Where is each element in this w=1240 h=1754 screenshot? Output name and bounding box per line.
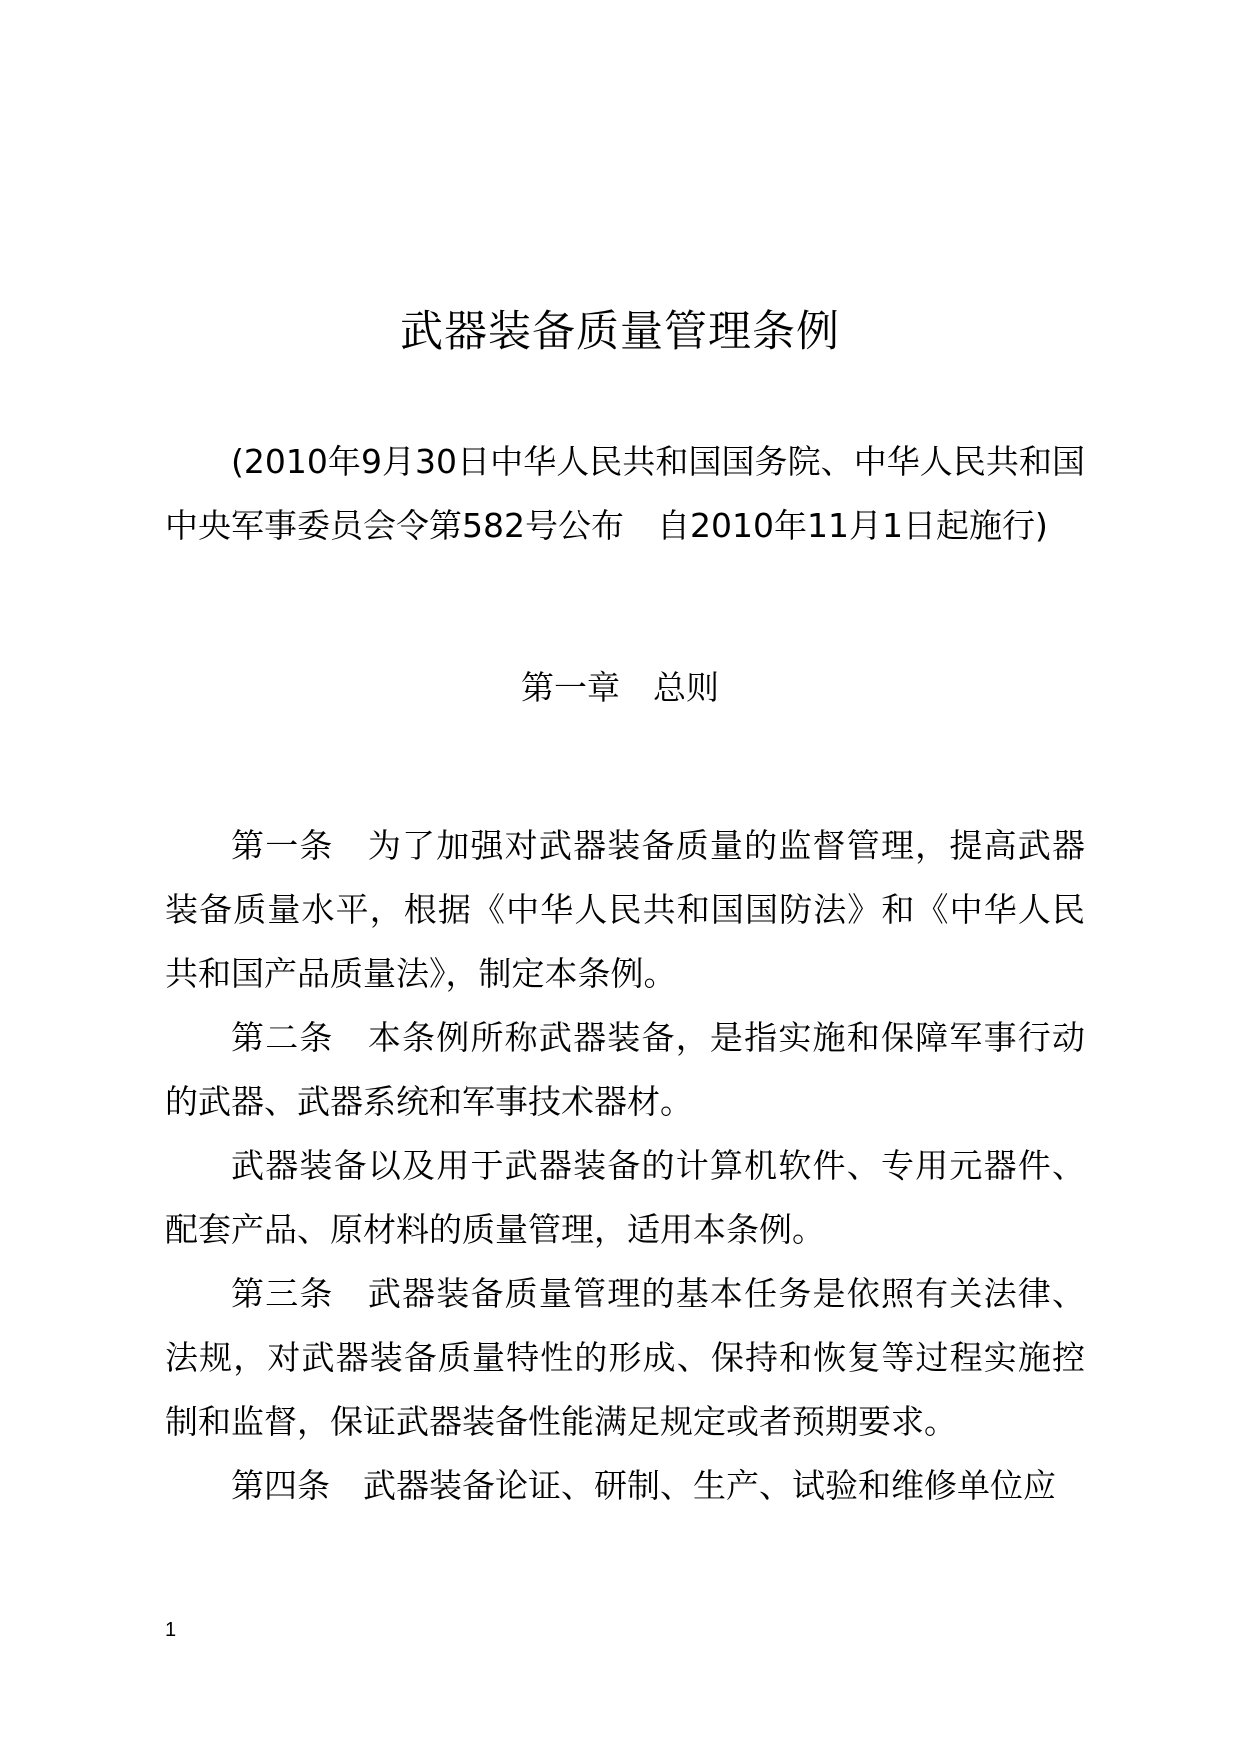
document-body [165, 814, 1085, 1518]
article-paragraph [165, 1134, 1085, 1262]
article-text: 武器装备质量管理的基本任务是依照有关法律、法规，对武器装备质量特性的形成、保持和恢复等过程实施控制和监督，保证武器装备性能满足规定或者预期要求。 [165, 1274, 1086, 1441]
article-label: 第四条 [231, 1466, 363, 1505]
article-label: 第二条 [231, 1018, 368, 1057]
article-text: 武器装备论证、研制、生产、试验和维修单位应 [363, 1466, 1056, 1505]
article-text: 为了加强对武器装备质量的监督管理，提高武器装备质量水平，根据《中华人民共和国国防法》和《中华人民共和国产品质量法》，制定本条例。 [165, 826, 1086, 993]
article-paragraph [165, 1006, 1085, 1134]
article-text: 武器装备以及用于武器装备的计算机软件、专用元器件、配套产品、原材料的质量管理，适用本条例。 [165, 1146, 1085, 1249]
promulgation-note: (2010年9月30日中华人民共和国国务院、中华人民共和国中央军事委员会令第582号公布 自2010年11月1日起施行) [165, 442, 1085, 545]
article-paragraph [165, 1262, 1085, 1454]
page-number: 1 [165, 1619, 177, 1641]
chapter-heading: 第一章 总则 [521, 668, 719, 707]
article-paragraph [165, 814, 1085, 1006]
article-paragraph [165, 1454, 1085, 1518]
document-title: 武器装备质量管理条例 [400, 307, 840, 357]
article-text: 本条例所称武器装备，是指实施和保障军事行动的武器、武器系统和军事技术器材。 [165, 1018, 1086, 1121]
article-label: 第三条 [231, 1274, 368, 1313]
article-label: 第一条 [231, 826, 368, 865]
